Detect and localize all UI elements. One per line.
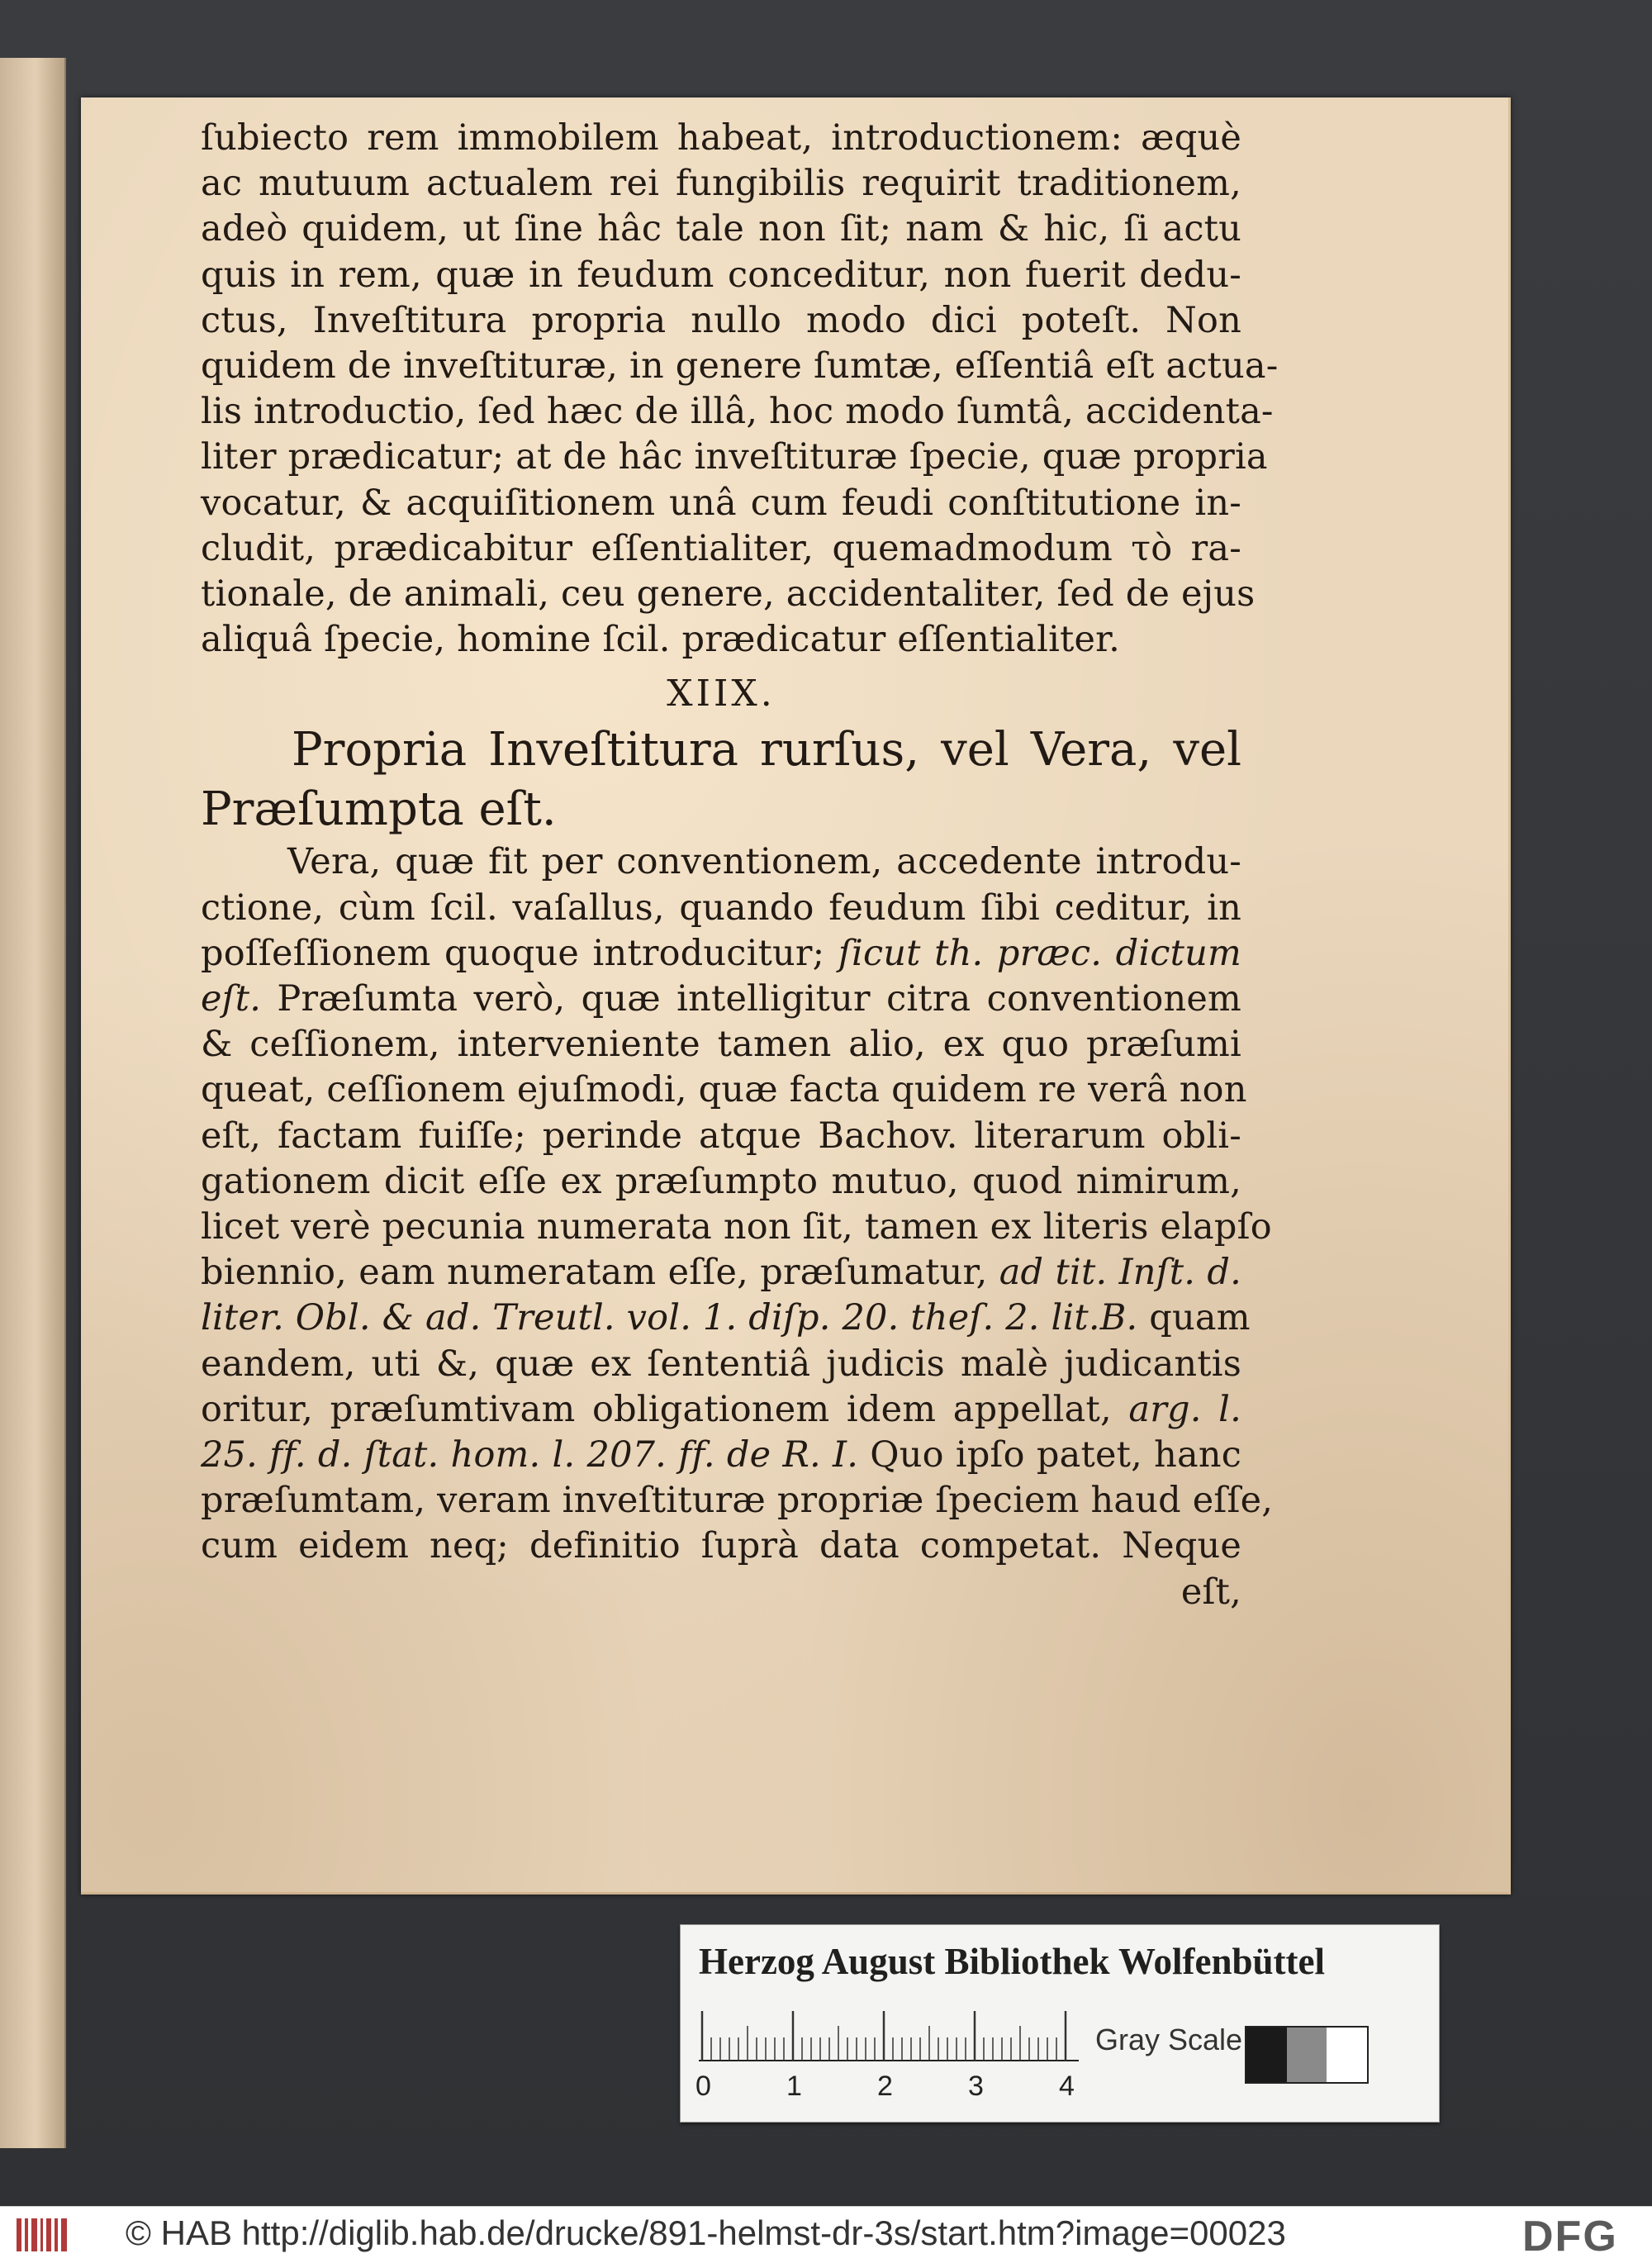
section-title-line: Propria Inveſtitura rurſus, vel Vera, vel [292,723,1241,777]
text-line [201,1433,1241,1478]
library-name: Herzog August Bibliothek Wolfenbüttel [699,1941,1325,1982]
body-paragraph [201,839,1274,1614]
gray-swatch-dark [1246,2028,1287,2082]
text-line: lis introductio, ſed hæc de illâ, hoc modo ſumtâ, accidenta- [201,391,1274,433]
footer-bar [0,2206,1652,2263]
text-line: gationem dicit eſſe ex præſumpto mutuo, quod nimirum, [201,1160,1241,1202]
section-title [201,720,1241,839]
text-line: queat, ceſſionem ejuſmodi, quæ facta quidem re verâ non [201,1069,1247,1111]
text-line: licet verè pecunia numerata non ſit, tamen ex literis elapſo [201,1206,1272,1248]
text-line [201,931,1241,977]
page-text [201,116,1279,1615]
text-span: Præſumta verò, quæ intelligitur citra conventionem [261,978,1241,1020]
citation: ſicut th. præc. dictum [838,932,1241,974]
text-line: præſumtam, veram inveſtituræ propriæ ſpeciem haud eſſe, [201,1480,1274,1522]
citation: eſt. [201,978,262,1020]
citation: ad tit. Inſt. d. [999,1252,1241,1294]
copyright-url[interactable]: © HAB http://diglib.hab.de/drucke/891-helmst-dr-3s/start.htm?image=00023 [126,2213,1286,2252]
text-line: ctione, cùm ſcil. vaſallus, quando feudum ſibi ceditur, in [201,887,1241,929]
text-line [201,977,1241,1022]
text-line: cum eidem neq; definitio ſuprà data competat. Neque [201,1525,1241,1567]
catchword: eſt, [1180,1571,1241,1613]
text-line: cludit, prædicabitur eſſentialiter, quemadmodum τὸ ra- [201,527,1241,569]
text-line: adeò quidem, ut ſine hâc tale non ſit; nam & hic, ſi actu [201,208,1241,250]
text-span: Quo ipſo patet, hanc [858,1434,1242,1476]
ruler-number: 2 [877,2070,893,2102]
previous-page-edge [0,58,66,2148]
ruler-number: 4 [1059,2070,1075,2102]
dfg-logo: DFG [1522,2213,1618,2261]
section-title-line: Præſumpta eſt. [201,782,557,837]
gray-swatch-mid [1287,2028,1327,2082]
citation: 25. ff. d. ſtat. hom. l. 207. ff. de R. I. [201,1434,859,1476]
ruler-labels [695,2070,1092,2105]
text-span: oritur, præſumtivam obligationem idem appellat, [201,1388,1129,1430]
gray-scale-swatches [1245,2026,1369,2084]
ruler-number: 1 [786,2070,802,2102]
text-line: & ceſſionem, interveniente tamen alio, ex quo præſumi [201,1024,1241,1066]
top-paragraph [201,116,1279,663]
text-span: poſſeſſionem quoque introducitur; [201,932,838,974]
text-line: ctus, Inveſtitura propria nullo modo dici poteſt. Non [201,299,1241,341]
text-line [201,1387,1241,1433]
gray-scale-label: Gray Scale [1095,2023,1243,2056]
text-line: ſubiecto rem immobilem habeat, introductionem: æquè [201,117,1241,159]
text-line [201,1296,1251,1341]
color-calibration-card [680,1924,1440,2123]
gray-swatch-light [1327,2028,1367,2082]
text-line: tionale, de animali, ceu genere, accidentaliter, ſed de ejus [201,573,1256,616]
text-line: eſt, factam fuiſſe; perinde atque Bachov. literarum obli- [201,1115,1241,1157]
citation: arg. l. [1128,1388,1241,1430]
ruler-number: 0 [695,2070,711,2102]
text-line [201,1250,1241,1296]
text-line: eandem, uti &, quæ ex ſententiâ judicis malè judicantis [201,1343,1241,1385]
citation: liter. Obl. & ad. Treutl. vol. 1. diſp. 20. theſ. 2. lit.B. [201,1297,1138,1339]
text-span: quam [1137,1297,1251,1339]
section-number: XIIX. [667,673,776,716]
text-line: quidem de inveſtituræ, in genere ſumtæ, eſſentiâ eſt actua- [201,345,1279,387]
ruler-number: 3 [968,2070,984,2102]
book-page [81,97,1511,1895]
scale-ruler [699,2008,1079,2062]
text-line: aliquâ ſpecie, homine ſcil. prædicatur eſſentialiter. [201,619,1121,661]
text-line: quis in rem, quæ in feudum conceditur, non fuerit dedu- [201,254,1241,296]
hab-barcode-icon [15,2215,69,2255]
text-line: vocatur, & acquiſitionem unâ cum feudi conſtitutione in- [201,482,1241,524]
text-line: liter prædicatur; at de hâc inveſtituræ ſpecie, quæ propria [201,436,1268,478]
text-line: ac mutuum actualem rei fungibilis requirit traditionem, [201,163,1241,205]
text-span: biennio, eam numeratam eſſe, præſumatur, [201,1252,999,1294]
text-line: Vera, quæ fit per conventionem, accedente introdu- [287,841,1241,883]
